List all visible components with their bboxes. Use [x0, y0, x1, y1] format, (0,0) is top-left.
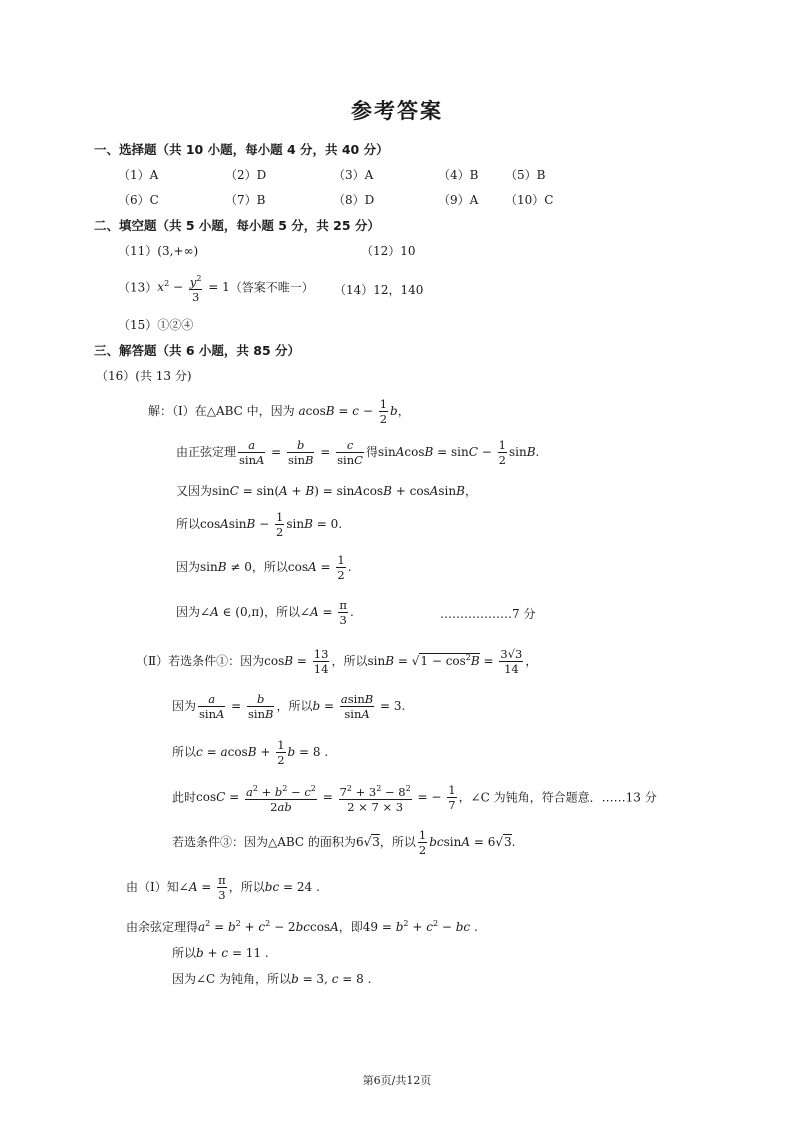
so-label-7: 所以 — [391, 835, 416, 849]
answer-12: （12）10 — [361, 244, 416, 258]
namely-label: ，即 — [338, 920, 363, 934]
answer-13-formula: $x^2$ − $\frac{y^2}{3}$ = 1 — [157, 274, 230, 304]
answer-13 — [118, 272, 314, 304]
cond3-line — [172, 828, 515, 857]
formula-angleA-2: ∠A = $\frac{\pi}{3}$ ， — [178, 873, 241, 902]
answer-13-label: （13） — [118, 280, 158, 295]
section-3-header: 三、解答题（共 6 小题，共 85 分） — [94, 343, 301, 358]
because-label-1: 因为 — [176, 560, 201, 574]
formula-area: 6√3， — [355, 835, 392, 849]
answer-13-note: （答案不唯一） — [229, 280, 314, 295]
score-7: ………………7 分 — [440, 607, 536, 621]
part2-line-1 — [136, 647, 537, 676]
so-label-2: 所以 — [263, 560, 288, 574]
formula-b-value: b = $\frac{asinB}{\sin A}$ = 3. — [312, 692, 406, 721]
obtuse-note: ∠C 为钝角，符合题意．……13 分 — [470, 790, 657, 805]
answer-5: （5）B — [505, 168, 546, 182]
formula-cosC: cosC = $\frac{a^2 + b^2 - c^2}{2ab}$ = $\frac{7^2 + 3^2 - 8^2}{2 \times 7 \times 3}$ = − $\frac{1}{7}$ ， — [196, 783, 471, 814]
part2-intro: （Ⅱ）若选条件①：因为 — [136, 654, 265, 668]
also-because: 又因为 — [176, 484, 213, 498]
answer-7: （7）B — [225, 193, 266, 207]
formula-final: b = 3, c = 8 . — [291, 972, 372, 986]
answer-2: （2）D — [225, 168, 267, 182]
part2-line-2 — [172, 692, 405, 721]
formula-sinB: $\sin B = √1 - \cos^2B$ = $\frac{3√3}{14}$ ， — [367, 647, 538, 676]
formula-cosine-law: $a^2 = b^2 + c^2 - 2bccosA$ — [198, 919, 339, 934]
law-of-sines-get: 得 — [365, 445, 378, 459]
section-2-header: 二、填空题（共 5 小题，每小题 5 分，共 25 分） — [94, 218, 380, 233]
part1-line-1 — [148, 397, 410, 426]
formula-sinAcosB: sinAcosB = sinC − $\frac{1}{2}$ sinB. — [377, 438, 540, 467]
formula-area-expr: $\frac{1}{2}$ bcsinA = 6√3. — [418, 828, 516, 857]
answer-11: （11）(3,+∞) — [118, 244, 199, 258]
formula-sum: b + c = 11 . — [196, 946, 269, 960]
from1-line — [126, 873, 320, 902]
formula-c-value: c = acosB + $\frac{1}{2}$ b = 8 . — [196, 738, 329, 767]
because-label-2: 因为 — [176, 605, 201, 619]
formula-angleA-range: ∠A ∈ (0,π)， — [200, 605, 276, 619]
answer-10: （10）C — [505, 193, 554, 207]
formula-sinC-expand: sinC = sin(A + B) = sinAcosB + cosAsinB， — [212, 484, 477, 498]
answer-4: （4）B — [438, 168, 479, 182]
then-cos-label: 此时 — [172, 790, 197, 805]
from1-intro: 由（Ⅰ）知 — [126, 880, 179, 894]
cosine-law-intro: 由余弦定理得 — [126, 920, 199, 934]
part1-line-3 — [176, 482, 477, 499]
so-label-3: 所以 — [275, 605, 300, 619]
law-of-sines-intro: 由正弦定理 — [176, 445, 237, 459]
answer-15: （15）①②④ — [118, 318, 194, 332]
so-label-8: 所以 — [240, 880, 265, 894]
so-label-5: 所以 — [288, 699, 313, 713]
page-title: 参考答案 — [351, 99, 443, 123]
formula-bc: bc = 24 . — [264, 880, 320, 894]
answer-3: （3）A — [333, 168, 374, 182]
part1-line-6 — [176, 598, 354, 627]
formula-cosAsinB: cosAsinB − $\frac{1}{2}$ sinB = 0. — [200, 510, 343, 539]
answer-14: （14）12，140 — [334, 283, 424, 297]
formula-cosB: cosB = $\frac{13}{14}$ ， — [264, 647, 344, 676]
part1-line-5 — [176, 553, 352, 582]
final-line — [172, 970, 371, 987]
so-label-1: 所以 — [176, 517, 201, 531]
formula-acosB: acosB = c − $\frac{1}{2}$ b， — [298, 397, 410, 426]
cosine-law-line — [126, 918, 478, 935]
answer-9: （9）A — [438, 193, 479, 207]
because-label-3: 因为 — [172, 699, 197, 713]
sum-line — [172, 944, 269, 961]
part1-intro: 解：（Ⅰ）在△ABC 中，因为 — [148, 404, 295, 418]
formula-sinB-nonzero: sinB ≠ 0， — [200, 560, 264, 574]
section-1-header: 一、选择题（共 10 小题，每小题 4 分，共 40 分） — [94, 142, 389, 157]
part2-line-3 — [172, 738, 328, 767]
part2-line-4 — [172, 782, 657, 814]
because-c-obtuse: 因为∠C 为钝角，所以 — [172, 972, 292, 986]
question-16-header: （16）(共 13 分) — [96, 369, 192, 383]
so-label-9: 所以 — [172, 946, 197, 960]
part1-line-4 — [176, 510, 342, 539]
answer-1: （1）A — [118, 168, 159, 182]
formula-law-of-sines: $\frac{a}{\sin A}$ = $\frac{b}{\sin B}$ = $\frac{c}{\sin C}$ — [239, 438, 363, 467]
so-label-6: 所以 — [172, 745, 197, 759]
formula-angleA: ∠A = $\frac{\pi}{3}$ . — [299, 598, 354, 627]
cond3-intro: 若选条件③：因为△ABC 的面积为 — [172, 835, 356, 849]
part1-line-2 — [176, 438, 539, 467]
formula-sines-ratio: $\frac{a}{\sin A}$ = $\frac{b}{\sin B}$ ， — [199, 692, 289, 721]
answer-8: （8）D — [333, 193, 375, 207]
page-footer: 第6页/共12页 — [362, 1074, 432, 1087]
formula-49: $49 = b^2 + c^2$ − bc . — [362, 919, 478, 934]
so-label-4: 所以 — [343, 654, 368, 668]
answer-6: （6）C — [118, 193, 159, 207]
formula-cosA-half: cosA = $\frac{1}{2}$ . — [287, 553, 352, 582]
